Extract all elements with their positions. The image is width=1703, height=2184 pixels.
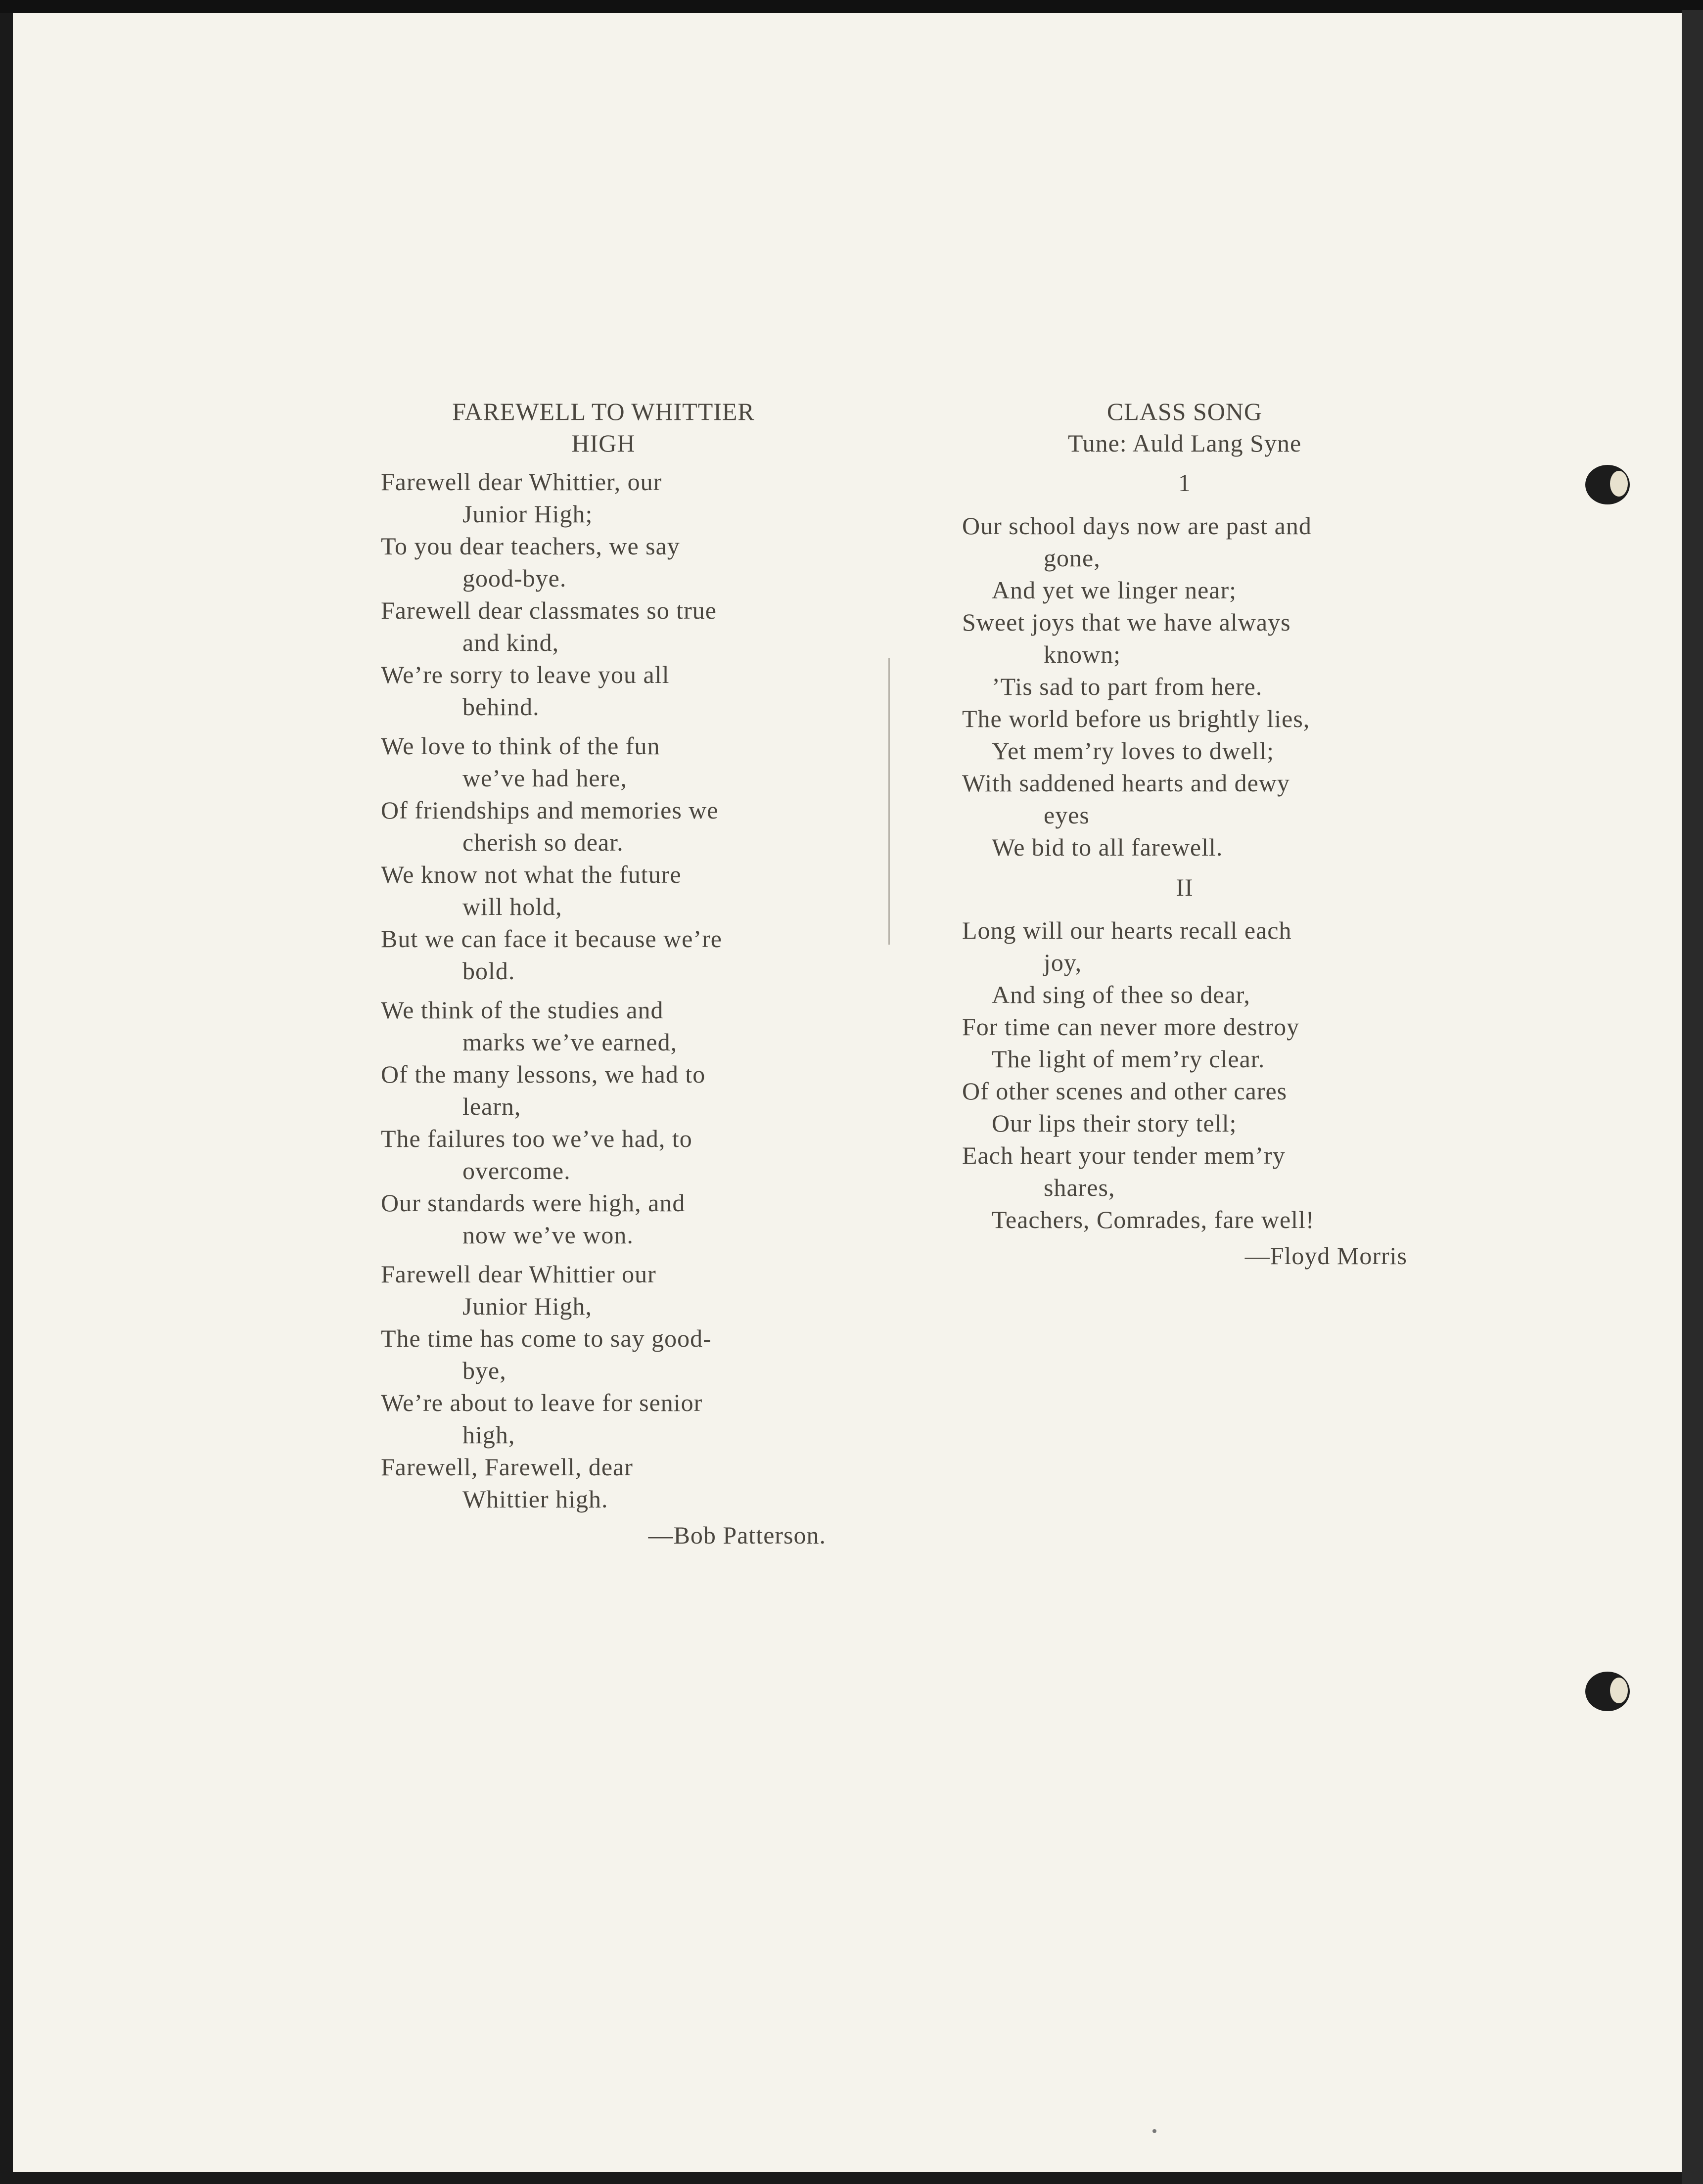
poem-line: will hold,	[462, 893, 562, 920]
poem-line: The time has come to say good-	[381, 1324, 712, 1352]
stanza-number: II	[1176, 873, 1194, 901]
poem-line: Of friendships and memories we	[381, 796, 719, 824]
poem-line: overcome.	[462, 1157, 571, 1184]
poem-line: joy,	[1044, 949, 1082, 976]
poem-line: cherish so dear.	[462, 828, 624, 856]
binder-hole-bottom-icon	[1585, 1672, 1630, 1711]
poem-line: But we can face it because we’re	[381, 925, 722, 953]
stanza-number: 1	[1178, 469, 1191, 497]
poem-title	[381, 396, 826, 459]
poem-line: Of the many lessons, we had to	[381, 1060, 706, 1088]
poem-line: Sweet joys that we have always	[962, 608, 1291, 636]
poem-line: marks we’ve earned,	[462, 1028, 678, 1056]
poem-line: We bid to all farewell.	[992, 833, 1223, 861]
poem-line: ’Tis sad to part from here.	[992, 673, 1263, 700]
poem-farewell-to-whittier	[381, 396, 826, 1551]
poem-line: high,	[462, 1421, 515, 1449]
poem-line: We love to think of the fun	[381, 732, 660, 760]
poem-line: For time can never more destroy	[962, 1013, 1300, 1041]
poem-line: Teachers, Comrades, fare well!	[992, 1206, 1315, 1233]
poem-line: and kind,	[462, 629, 559, 656]
poem-line: bold.	[462, 957, 515, 985]
poem-line: we’ve had here,	[462, 764, 627, 792]
paper-speck	[1152, 2129, 1156, 2133]
poem-line: Farewell, Farewell, dear	[381, 1453, 633, 1481]
poem-line: good-bye.	[462, 564, 567, 592]
poem-line: gone,	[1044, 544, 1101, 572]
poem-line: Farewell dear Whittier, our	[381, 468, 662, 496]
poem-line: now we’ve won.	[462, 1221, 634, 1249]
poem-line: To you dear teachers, we say	[381, 532, 680, 560]
poem-line: shares,	[1044, 1174, 1115, 1201]
column-divider	[888, 658, 890, 945]
poem-line: With saddened hearts and dewy	[962, 769, 1290, 797]
poem-line: Long will our hearts recall each	[962, 916, 1292, 944]
stanza	[381, 1258, 826, 1515]
poem-line: Farewell dear Whittier our	[381, 1260, 656, 1288]
poem-line: The light of mem’ry clear.	[992, 1045, 1265, 1073]
poem-line: Junior High,	[462, 1292, 592, 1320]
poem-line: eyes	[1044, 801, 1090, 829]
poem-line: known;	[1044, 640, 1121, 668]
poem-line: Whittier high.	[462, 1485, 608, 1513]
poem-line: We’re sorry to leave you all	[381, 661, 670, 688]
poem-signature: —Bob Patterson.	[648, 1521, 826, 1549]
stanza	[962, 914, 1407, 1236]
poem-class-song	[962, 396, 1407, 1272]
poem-line: behind.	[462, 693, 540, 721]
stanza	[962, 510, 1407, 864]
poem-title-line: FAREWELL TO WHITTIER	[452, 398, 755, 425]
document-page	[13, 13, 1682, 2172]
poem-line: We know not what the future	[381, 861, 682, 888]
poem-line: Of other scenes and other cares	[962, 1077, 1288, 1105]
poem-line: learn,	[462, 1092, 521, 1120]
poem-line: Our lips their story tell;	[992, 1109, 1237, 1137]
scan-right-border	[1682, 10, 1703, 2184]
poem-line: The world before us brightly lies,	[962, 705, 1310, 732]
poem-line: Farewell dear classmates so true	[381, 596, 717, 624]
poem-line: We think of the studies and	[381, 996, 664, 1024]
poem-title-line: HIGH	[571, 429, 636, 457]
poem-line: Each heart your tender mem’ry	[962, 1141, 1286, 1169]
poem-line: Junior High;	[462, 500, 593, 528]
poem-title: CLASS SONG	[1106, 398, 1263, 425]
poem-line: Our school days now are past and	[962, 512, 1312, 540]
poem-signature: —Floyd Morris	[1244, 1242, 1407, 1270]
stanza	[381, 466, 826, 723]
poem-line: Our standards were high, and	[381, 1189, 686, 1217]
scan-top-border	[0, 0, 1703, 13]
stanza	[381, 730, 826, 987]
poem-line: And sing of thee so dear,	[992, 981, 1250, 1008]
poem-tune: Tune: Auld Lang Syne	[1067, 429, 1302, 457]
poem-line: We’re about to leave for senior	[381, 1389, 703, 1416]
stanza	[381, 994, 826, 1251]
binder-hole-top-icon	[1585, 465, 1630, 504]
poem-line: And yet we linger near;	[992, 576, 1237, 604]
poem-line: The failures too we’ve had, to	[381, 1125, 692, 1152]
poem-line: bye,	[462, 1357, 506, 1384]
poem-line: Yet mem’ry loves to dwell;	[992, 737, 1274, 765]
